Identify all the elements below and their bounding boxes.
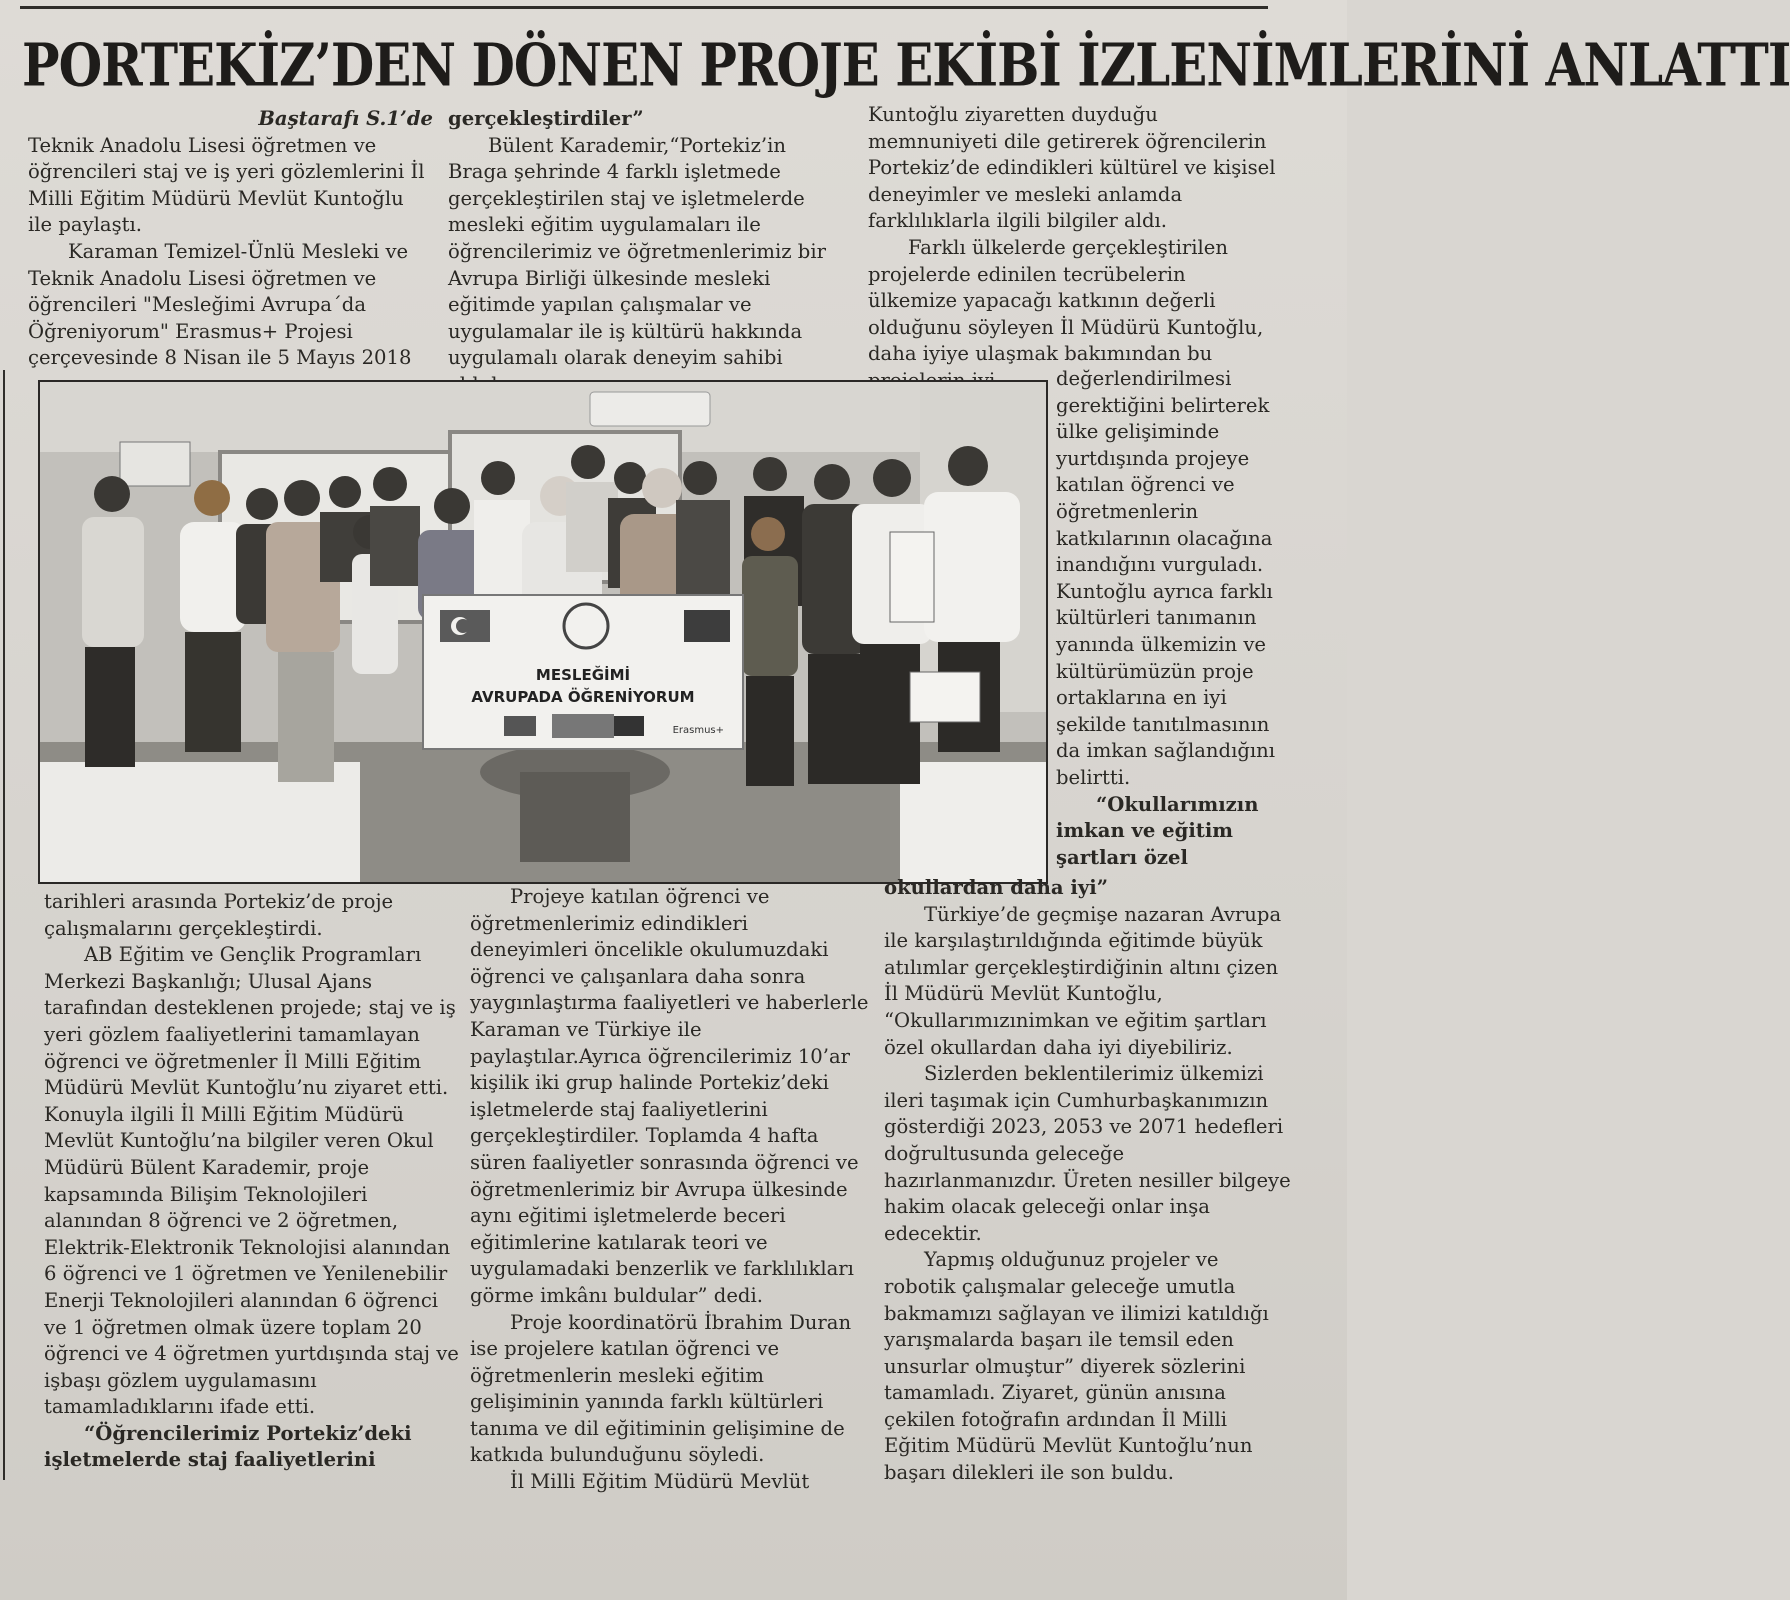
paragraph: AB Eğitim ve Gençlik Programları Merkezi Başkanlığı; Ulusal Ajans tarafından desteklenen projede; staj ve iş yeri gözlem faaliyetlerini tamamlayan öğrenci ve öğretmenler İl Milli Eğitim Müdürü Mevlüt Kuntoğlu’nu ziyaret etti. Konuyla ilgili İl Milli Eğitim Müdürü Mevlüt Kuntoğlu’na bilgiler veren Okul Müdürü Bülent Karademir, proje kapsamında Bilişim Teknolojileri alanından 8 öğrenci ve 2 öğretmen, Elektrik-Elektronik Teknolojisi alanından 6 öğrenci ve 1 öğretmen ve Yenilenebilir Enerji Teknolojileri alanından 6 öğrenci ve 1 öğretmen olmak üzere toplam 20 öğrenci ve 4 öğretmen yurtdışında staj ve işbaşı gözlem uygulamasını tamamladıklarını ifade etti. [44,943,459,1419]
column-3-top [868,102,1278,395]
paragraph: gerçekleştirdiler” [448,107,644,130]
column-2-bottom [470,884,872,1496]
banner-flags [424,596,742,656]
paragraph: Proje koordinatörü İbrahim Duran ise projelere katılan öğrenci ve öğretmenlerin mesleki eğitim gelişiminin yanında farklı kültürleri tanıma ve dil eğitiminin gelişimine de katkıda bulunduğunu söyledi. [470,1310,852,1467]
paragraph: Kuntoğlu ziyaretten duyduğu memnuniyeti dile getirerek öğrencilerin Portekiz’de edindikleri kültürel ve kişisel deneyimler ve mesleki anlamda farklılıklarla ilgili bilgiler aldı. [868,103,1276,233]
paragraph: İl Milli Eğitim Müdürü Mevlüt [510,1470,810,1494]
column-1-top [28,106,433,372]
paragraph: Bülent Karademir,“Portekiz’in Braga şehrinde 4 farklı işletmede gerçekleştirilen staj ve işletmelerde mesleki eğitim uygulamaları ile öğrencilerimiz ve öğretmenlerimiz bir Avrupa Birliği ülkesinde mesleki eğitimde yapılan çalışmalar ve uygulamalar ile iş kültürü hakkında uygulamalı olarak deneyim sahibi [448,133,826,370]
erasmus-logo-text: Erasmus+ [672,725,724,736]
paragraph: okullardan daha iyi” [884,876,1108,899]
paragraph: Farklı ülkelerde gerçekleştirilen projelerde edinilen tecrübelerin ülkemize yapacağı katkının değerli olduğunu söyleyen İl Müdürü Kuntoğlu, daha iyiye ulaşmak bakımından bu [868,235,1264,366]
group-photo [38,380,1048,884]
paragraph: Sizlerden beklentilerimiz ülkemizi ileri taşımak için Cumhurbaşkanımızın gösterdiği 2023, 2053 ve 2071 hedefleri doğrultusunda geleceğe hazırlanmanızdır. Üreten nesiller bilgeye hakim olacak geleceği onlar inşa edecektir. [884,1062,1291,1245]
column-2-top [448,106,848,399]
column-3-narrow [1056,366,1296,871]
paragraph: Yapmış olduğunuz projeler ve robotik çalışmalar geleceğe umutla bakmamızı sağlayan ve ilimizi katıldığı yarışmalarda başarı ile temsil eden unsurlar olmuştur” diyerek sözlerini tamamladı. Ziyaret, günün anısına çekilen fotoğrafın ardından İl Milli Eğitim Müdürü Mevlüt Kuntoğlu’nun başarı dilekleri ile son buldu. [884,1248,1269,1485]
paragraph: değerlendirilmesi gerektiğini belirterek ülke gelişiminde yurtdışında projeye katılan öğrenci ve öğretmenlerin katkılarının olacağına inandığını vurguladı. Kuntoğlu ayrıca farklı kültürleri tanımanın yanında ülkemizin ve kültürümüzün proje ortaklarına en iyi şekilde tanıtılmasının da imkan sağlandığını belirtti. [1056,367,1276,789]
paragraph: Karaman Temizel-Ünlü Mesleki ve Teknik Anadolu Lisesi öğretmen ve öğrencileri "Mesleğimi Avrupa´da Öğreniyorum" Erasmus+ Projesi çerçevesinde 8 Nisan ile 5 Mayıs 2018 [28,239,412,370]
left-rule [3,370,5,1480]
paragraph: tarihleri arasında Portekiz’de proje çalışmalarını gerçekleştirdi. [44,890,394,940]
project-banner [422,594,744,750]
paragraph: Teknik Anadolu Lisesi öğretmen ve öğrencileri staj ve iş yeri gözlemlerini İl Milli Eğitim Müdürü Mevlüt Kuntoğlu ile paylaştı. [28,133,425,237]
paragraph: Baştarafı S.1’de [258,107,433,130]
top-rule [20,6,1268,9]
headline: PORTEKİZ’DEN DÖNEN PROJE EKİBİ İZLENİMLERİNİ ANLATTI [22,29,1790,100]
paragraph: Projeye katılan öğrenci ve öğretmenlerimiz edindikleri deneyimleri öncelikle okulumuzdaki öğrenci ve çalışanlara daha sonra yaygınlaştırma faaliyetleri ve haberlerle Karaman ve Türkiye ile paylaştılar.Ayrıca öğrencilerimiz 10’ar kişilik iki grup halinde Portekiz’deki işletmelerde staj faaliyetlerini gerçekleştirdiler. Toplamda 4 hafta süren faaliyetler sonrasında öğrenci ve öğretmenlerimiz bir Avrupa ülkesinde aynı eğitimi işletmelerde beceri eğitimlerine katılarak teori ve uygulamadaki benzerlik ve farklılıkları görme imkânı buldular” dedi. [470,885,869,1307]
banner-line-2: AVRUPADA ÖĞRENİYORUM [471,688,695,706]
paragraph: “Okullarımızın imkan ve eğitim şartları özel [1056,792,1259,869]
banner-line-1: MESLEĞİMİ [535,666,631,684]
paragraph: “Öğrencilerimiz Portekiz’deki işletmelerde staj faaliyetlerini [44,1421,412,1472]
column-1-bottom [44,889,462,1474]
column-3-bottom [884,875,1294,1487]
paragraph: Türkiye’de geçmişe nazaran Avrupa ile karşılaştırıldığında eğitimde büyük atılımlar gerçekleştirdiğinin altını çizen İl Müdürü Mevlüt Kuntoğlu, “Okullarımızınimkan ve eğitim şartları özel okullardan daha iyi diyebiliriz. [884,902,1282,1059]
